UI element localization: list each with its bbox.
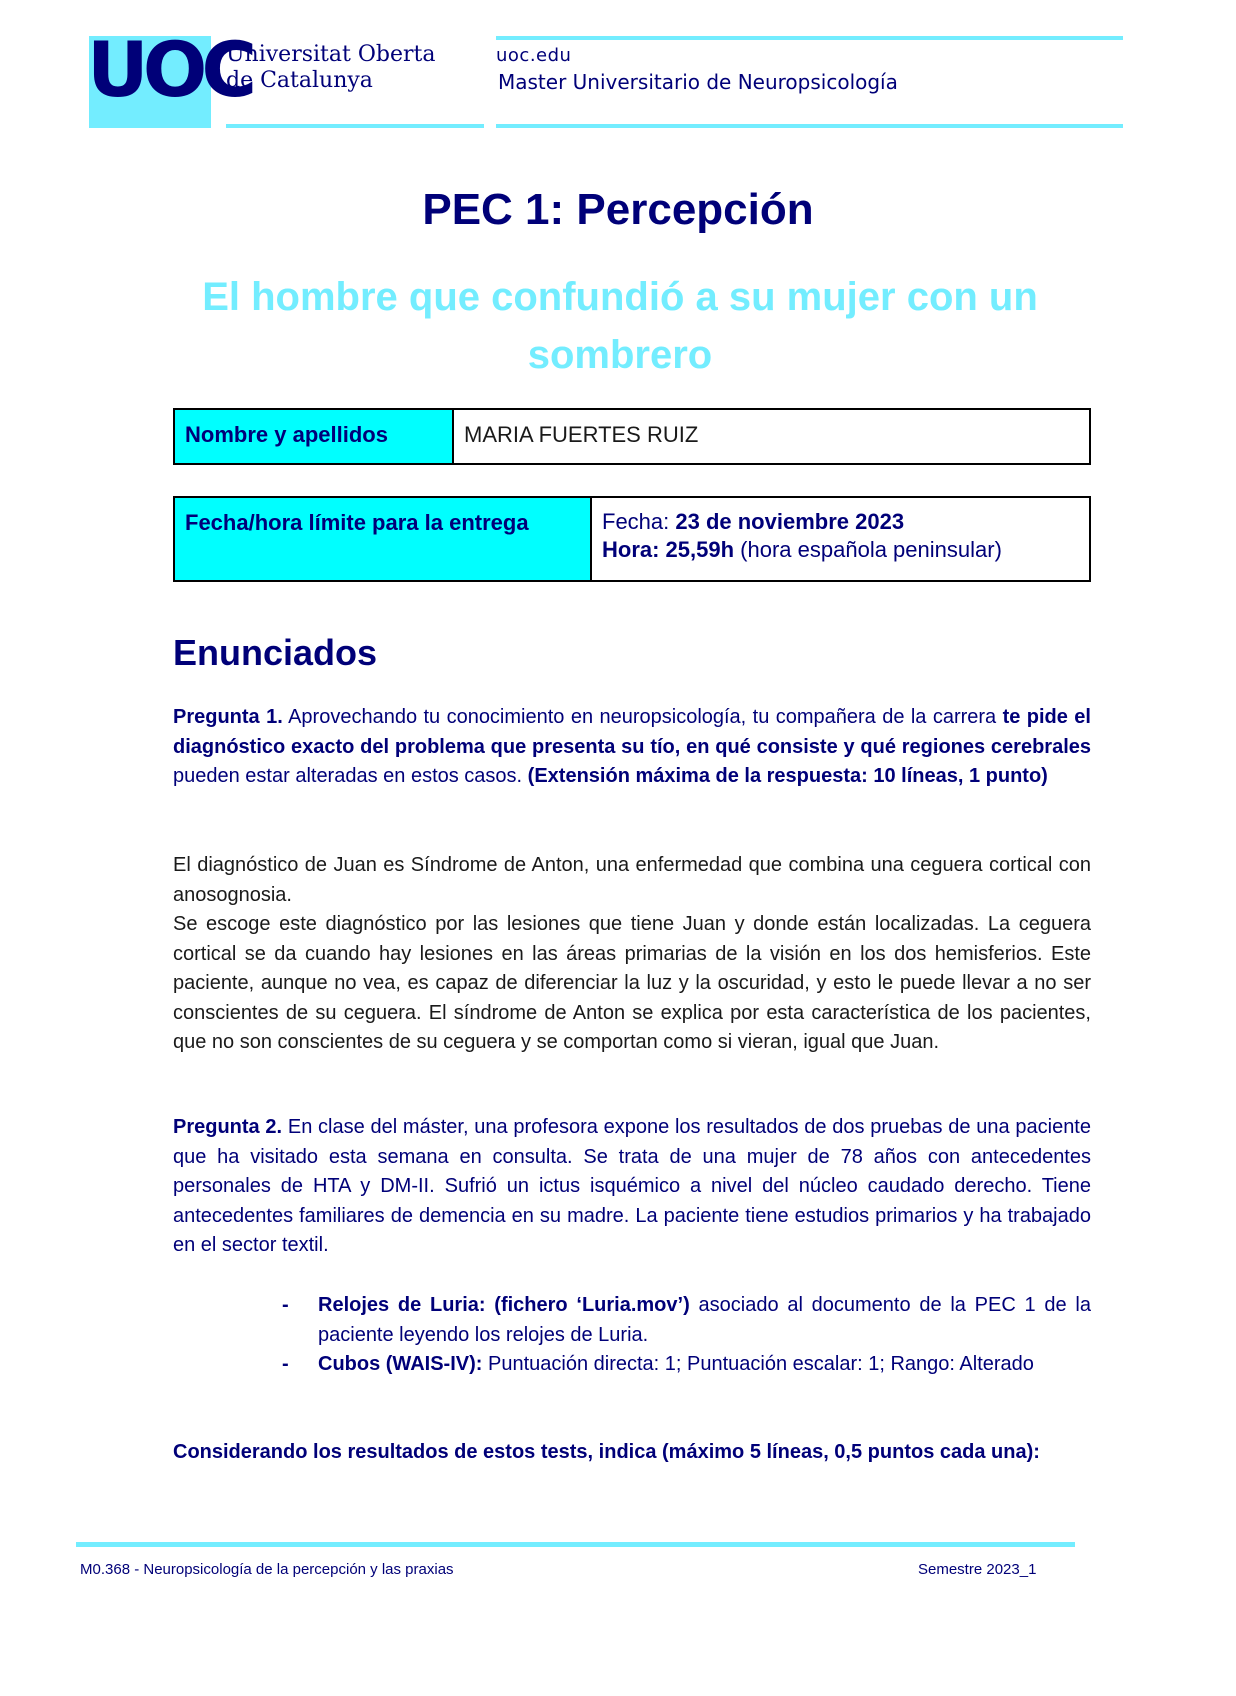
university-name — [226, 42, 435, 94]
deadline-label: Fecha/hora límite para la entrega — [174, 497, 591, 581]
name-value: MARIA FUERTES RUIZ — [453, 409, 1090, 464]
deadline-time: Hora: 25,59h (hora española peninsular) — [602, 537, 1002, 562]
footer-course: M0.368 - Neuropsicología de la percepción y las praxias — [80, 1561, 454, 1578]
university-line-2: de Catalunya — [226, 68, 373, 93]
footer-rule — [76, 1542, 1075, 1547]
deadline-value — [591, 497, 1090, 581]
question-1-label: Pregunta 1. — [173, 706, 283, 728]
deadline-date: Fecha: 23 de noviembre 2023 — [602, 509, 905, 534]
question-2-label: Pregunta 2. — [173, 1116, 283, 1138]
answer-1-paragraph-1: El diagnóstico de Juan es Síndrome de Anton, una enfermedad que combina una ceguera cortical con anosognosia. — [173, 854, 1091, 906]
page-title: PEC 1: Percepción — [422, 185, 814, 234]
program-name: Master Universitario de Neuropsicología — [498, 70, 898, 94]
header-rule-left — [226, 124, 484, 128]
university-line-1: Universitat Oberta — [226, 42, 436, 67]
answer-1-paragraph-2: Se escoge este diagnóstico por las lesiones que tiene Juan y donde están localizadas. La ceguera cortical se da cuando hay lesiones en las áreas primarias de la visión en los dos hemisferios. Este paciente, aunque no vea, es capaz de diferenciar la luz y la oscuridad, y esto le puede llevar a no ser conscientes de su ceguera. El síndrome de Anton se explica por esta característica de los pacientes, que no son conscientes de su ceguera y se comportan como si vieran, igual que Juan. — [173, 913, 1091, 1053]
page-subtitle: El hombre que confundió a su mujer con un sombrero — [202, 275, 1038, 377]
header-rule-bottom — [496, 124, 1123, 128]
header-rule-top — [496, 36, 1123, 40]
uoc-logo — [87, 25, 252, 128]
site-url: uoc.edu — [496, 45, 572, 66]
footer-semester: Semestre 2023_1 — [918, 1561, 1037, 1578]
deadline-table — [173, 496, 1091, 582]
uoc-logo-text: UOC — [87, 25, 252, 114]
question-1: Pregunta 1. Aprovechando tu conocimiento en neuropsicología, tu compañera de la carrera te pide el diagnóstico exacto del problema que presenta su tío, en qué consiste y qué regiones cerebrales pueden estar alteradas en estos casos. (Extensión máxima de la respuesta: 10 líneas, 1 punto) — [173, 706, 1091, 787]
name-table — [173, 408, 1091, 465]
section-heading: Enunciados — [173, 632, 378, 673]
question-2-list — [282, 1291, 1091, 1380]
list-item: - Cubos (WAIS-IV): Puntuación directa: 1; Puntuación escalar: 1; Rango: Alterado — [282, 1353, 1034, 1375]
question-2: Pregunta 2. En clase del máster, una profesora expone los resultados de dos pruebas de una paciente que ha visitado esta semana en consulta. Se trata de una mujer de 78 años con antecedentes personales de HTA y DM-II. Sufrió un ictus isquémico a nivel del núcleo caudado derecho. Tiene antecedentes familiares de demencia en su madre. La paciente tiene estudios primarios y ha trabajado en el sector textil. — [173, 1116, 1091, 1256]
list-item: - Relojes de Luria: (fichero ‘Luria.mov’) asociado al documento de la PEC 1 de la paciente leyendo los relojes de Luria. — [282, 1294, 1091, 1346]
question-2-instruction: Considerando los resultados de estos tests, indica (máximo 5 líneas, 0,5 puntos cada una): — [173, 1441, 1040, 1463]
answer-1 — [173, 851, 1091, 1058]
name-label: Nombre y apellidos — [174, 409, 453, 464]
